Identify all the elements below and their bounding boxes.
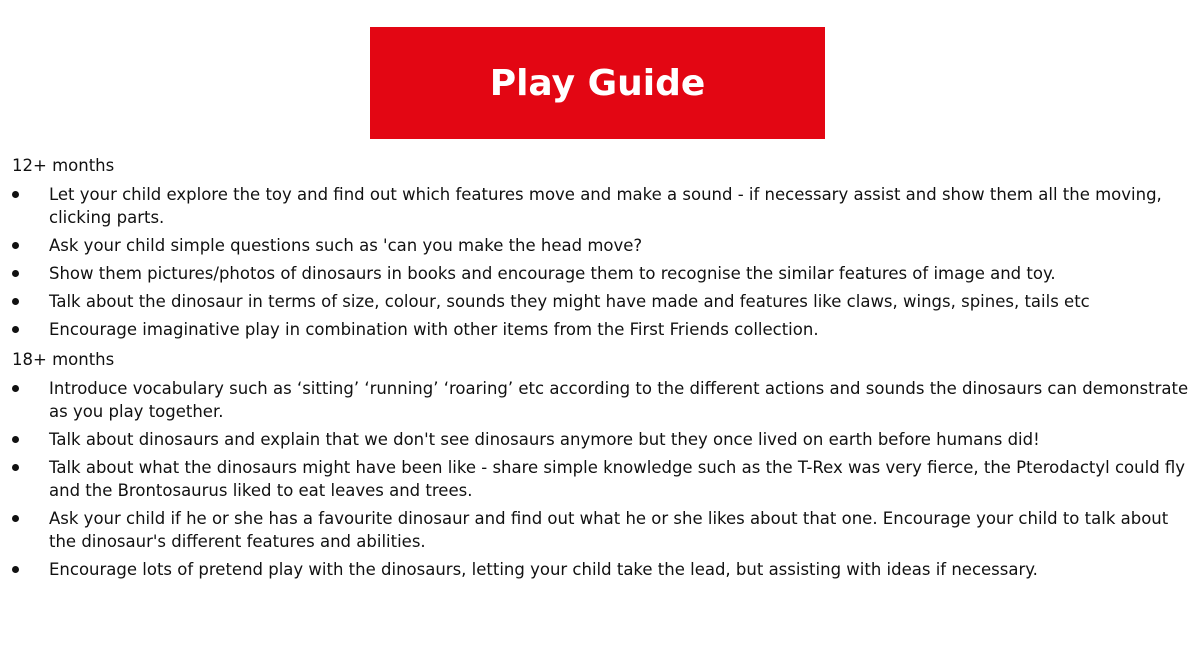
list-item-text: Talk about dinosaurs and explain that we don't see dinosaurs anymore but they once lived on earth before humans did! (49, 430, 1040, 449)
list-item (12, 507, 1192, 553)
list-item-text: Encourage lots of pretend play with the dinosaurs, letting your child take the lead, but assisting with ideas if necessary. (49, 560, 1038, 579)
list-item-text: Introduce vocabulary such as ‘sitting’ ‘running’ ‘roaring’ etc according to the different actions and sounds the dinosaurs can demonstrate as you play together. (49, 379, 1189, 421)
section-18-months (12, 346, 1192, 581)
list-item (12, 183, 1192, 229)
list-item (12, 558, 1192, 581)
play-guide-banner (370, 27, 825, 139)
section-12-months (12, 152, 1192, 341)
section-heading: 18+ months (12, 350, 115, 369)
list-item-text: Show them pictures/photos of dinosaurs in books and encourage them to recognise the similar features of image and toy. (49, 264, 1056, 283)
bullet-icon (12, 242, 19, 249)
list-item-text: Talk about what the dinosaurs might have been like - share simple knowledge such as the T-Rex was very fierce, the Pterodactyl could fly and the Brontosaurus liked to eat leaves and trees. (49, 458, 1186, 500)
list-item (12, 456, 1192, 502)
list-item-text: Ask your child simple questions such as 'can you make the head move? (49, 236, 643, 255)
page-title: Play Guide (489, 62, 706, 104)
list-item-text: Ask your child if he or she has a favourite dinosaur and find out what he or she likes about that one. Encourage your child to talk about the dinosaur's different features and abilities. (49, 509, 1169, 551)
list-item (12, 377, 1192, 423)
bullet-icon (12, 191, 19, 198)
bullet-icon (12, 298, 19, 305)
guide-content (12, 152, 1192, 586)
bullet-list (12, 377, 1192, 581)
bullet-icon (12, 464, 19, 471)
bullet-icon (12, 385, 19, 392)
list-item-text: Encourage imaginative play in combination with other items from the First Friends collection. (49, 320, 819, 339)
bullet-icon (12, 436, 19, 443)
bullet-icon (12, 566, 19, 573)
list-item-text: Talk about the dinosaur in terms of size, colour, sounds they might have made and features like claws, wings, spines, tails etc (49, 292, 1090, 311)
bullet-icon (12, 326, 19, 333)
bullet-list (12, 183, 1192, 341)
list-item (12, 262, 1192, 285)
list-item (12, 318, 1192, 341)
section-heading: 12+ months (12, 156, 115, 175)
list-item (12, 290, 1192, 313)
bullet-icon (12, 515, 19, 522)
list-item (12, 428, 1192, 451)
list-item-text: Let your child explore the toy and find out which features move and make a sound - if necessary assist and show them all the moving, clicking parts. (49, 185, 1162, 227)
list-item (12, 234, 1192, 257)
bullet-icon (12, 270, 19, 277)
